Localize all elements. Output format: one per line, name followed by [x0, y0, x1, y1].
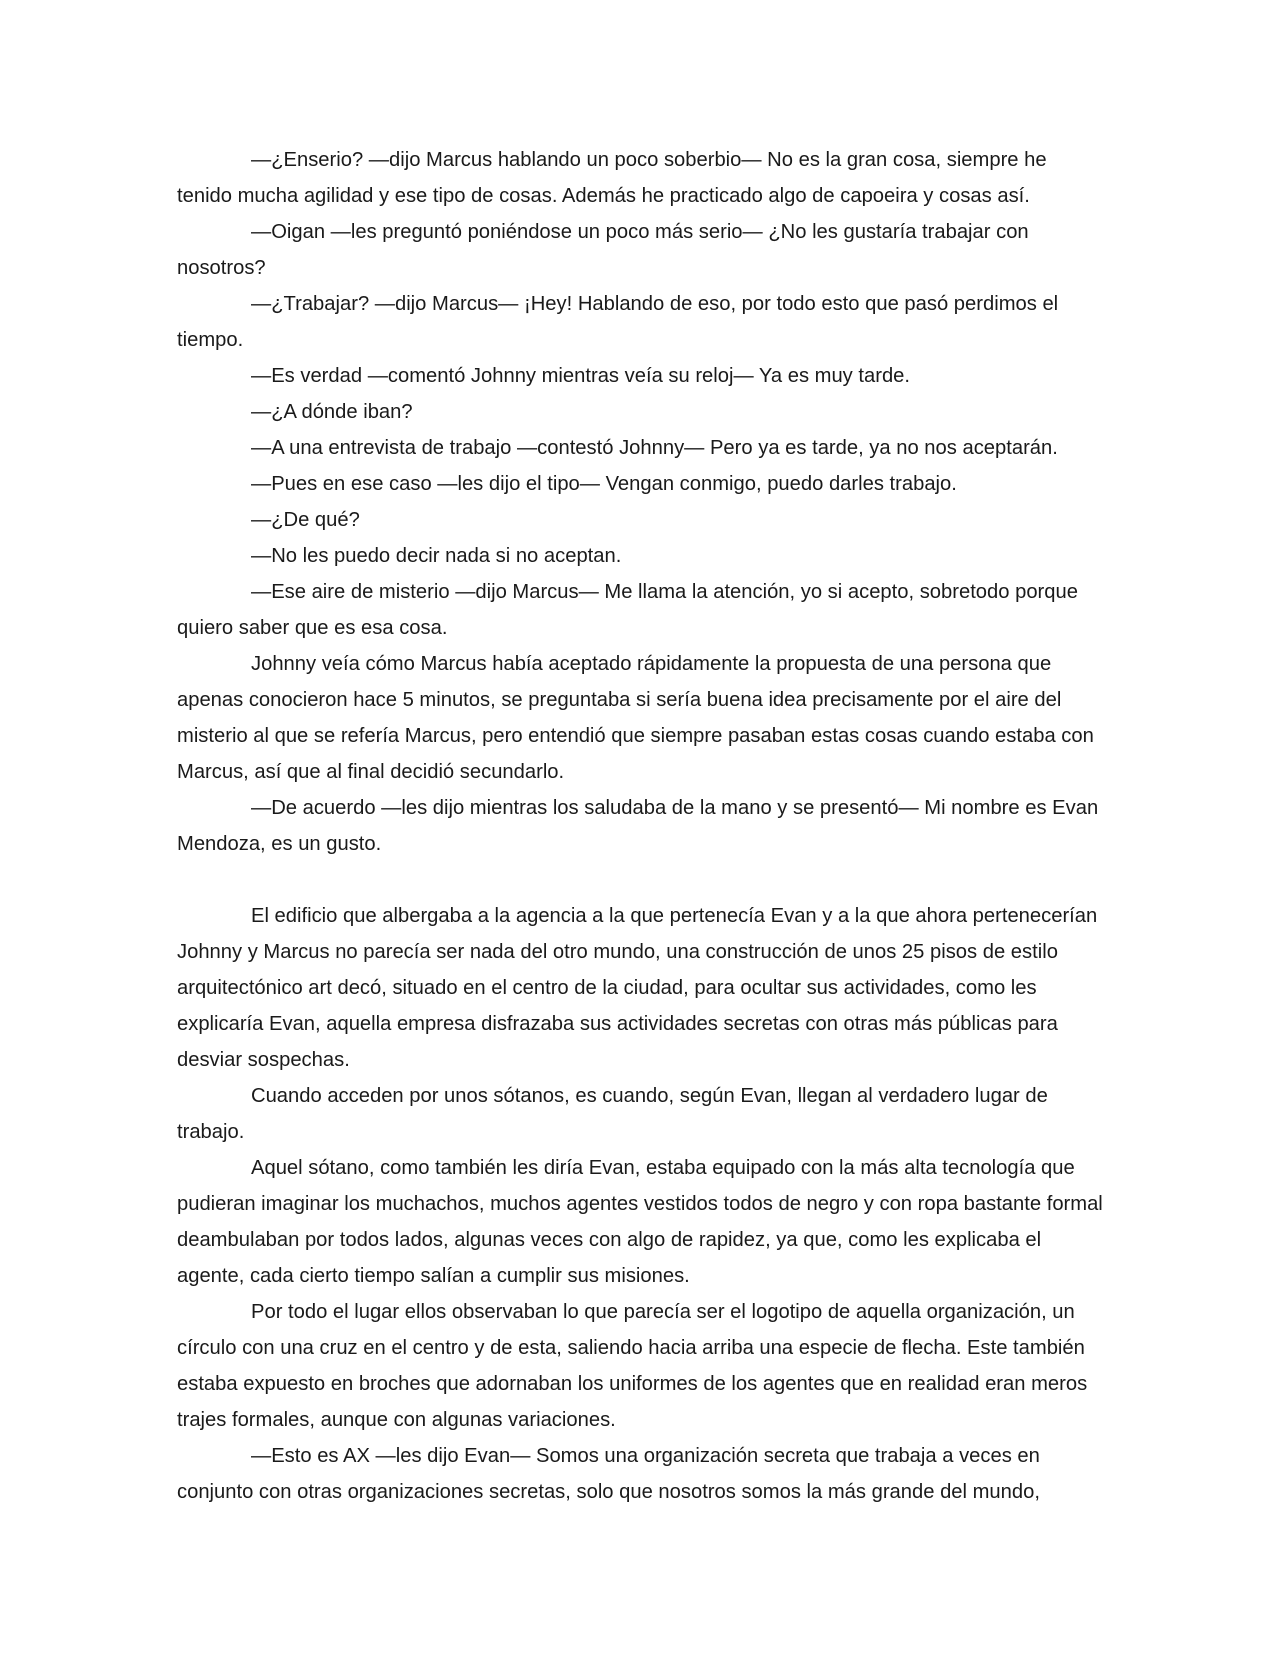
paragraph: Johnny veía cómo Marcus había aceptado rápidamente la propuesta de una persona que apenas conocieron hace 5 minutos, se preguntaba si sería buena idea precisamente por el aire del misterio al que se refería Marcus, pero entendió que siempre pasaban estas cosas cuando estaba con Marcus, así que al final decidió secundarlo. — [177, 653, 1094, 783]
paragraph: —A una entrevista de trabajo —contestó Johnny— Pero ya es tarde, ya no nos aceptarán. — [251, 437, 1058, 459]
document-body — [177, 142, 1107, 1510]
paragraph: —No les puedo decir nada si no aceptan. — [251, 545, 622, 567]
paragraph: Cuando acceden por unos sótanos, es cuando, según Evan, llegan al verdadero lugar de trabajo. — [177, 1085, 1048, 1143]
paragraph: Por todo el lugar ellos observaban lo que parecía ser el logotipo de aquella organización, un círculo con una cruz en el centro y de esta, saliendo hacia arriba una especie de flecha. Este también estaba expuesto en broches que adornaban los uniformes de los agentes que en realidad eran meros trajes formales, aunque con algunas variaciones. — [177, 1301, 1088, 1431]
paragraph: —¿A dónde iban? — [251, 401, 413, 423]
paragraph: —De acuerdo —les dijo mientras los saludaba de la mano y se presentó— Mi nombre es Evan Mendoza, es un gusto. — [177, 797, 1099, 855]
paragraph: —Es verdad —comentó Johnny mientras veía su reloj— Ya es muy tarde. — [251, 365, 911, 387]
paragraph: —Esto es AX —les dijo Evan— Somos una organización secreta que trabaja a veces en conjunto con otras organizaciones secretas, solo que nosotros somos la más grande del mundo, — [177, 1445, 1040, 1503]
paragraph: —¿De qué? — [251, 509, 360, 531]
paragraph: El edificio que albergaba a la agencia a la que pertenecía Evan y a la que ahora pertenecerían Johnny y Marcus no parecía ser nada del otro mundo, una construcción de unos 25 pisos de estilo arquitectónico art decó, situado en el centro de la ciudad, para ocultar sus actividades, como les explicaría Evan, aquella empresa disfrazaba sus actividades secretas con otras más públicas para desviar sospechas. — [177, 905, 1098, 1071]
paragraph: —¿Enserio? —dijo Marcus hablando un poco soberbio— No es la gran cosa, siempre he tenido mucha agilidad y ese tipo de cosas. Además he practicado algo de capoeira y cosas así. — [177, 149, 1047, 207]
paragraph: —¿Trabajar? —dijo Marcus— ¡Hey! Hablando de eso, por todo esto que pasó perdimos el tiempo. — [177, 293, 1059, 351]
paragraph: Aquel sótano, como también les diría Evan, estaba equipado con la más alta tecnología que pudieran imaginar los muchachos, muchos agentes vestidos todos de negro y con ropa bastante formal deambulaban por todos lados, algunas veces con algo de rapidez, ya que, como les explicaba el agente, cada cierto tiempo salían a cumplir sus misiones. — [177, 1157, 1103, 1287]
paragraph: —Ese aire de misterio —dijo Marcus— Me llama la atención, yo si acepto, sobretodo porque quiero saber que es esa cosa. — [177, 581, 1078, 639]
paragraph: —Pues en ese caso —les dijo el tipo— Vengan conmigo, puedo darles trabajo. — [251, 473, 957, 495]
paragraph: —Oigan —les preguntó poniéndose un poco más serio— ¿No les gustaría trabajar con nosotros? — [177, 221, 1029, 279]
